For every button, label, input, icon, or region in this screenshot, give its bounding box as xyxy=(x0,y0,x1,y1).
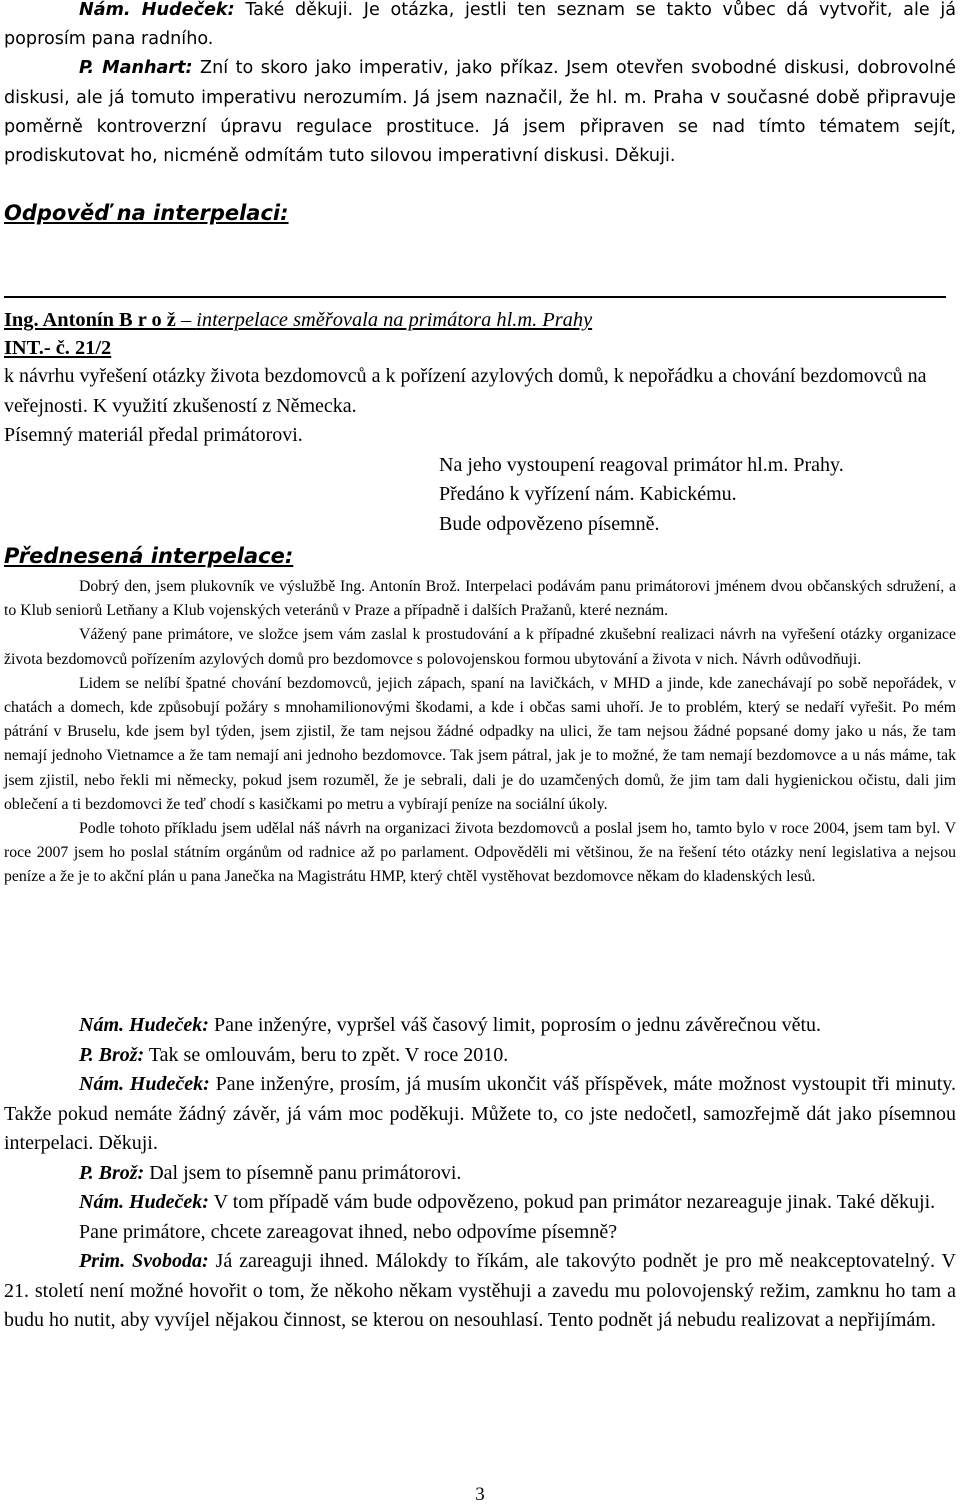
paragraph-manhart: P. Manhart: Zní to skoro jako imperativ, jako příkaz. Jsem otevřen svobodné diskusi, dobrovolné diskusi, ale já tomuto imperativu nerozumím. Já jsem naznačil, že hl. m. Praha v současné době připravuje poměrně kontroverzní úpravu regulace prostituce. Já jsem připraven se nad tímto tématem sejít, prodiskutovat ho, nicméně odmítám tuto silovou imperativní diskusi. Děkuji. xyxy=(4,58,956,167)
interpellation-direction: interpelace směřovala na primátora hl.m. Prahy xyxy=(196,309,593,331)
material-note: Písemný materiál předal primátorovi. xyxy=(4,424,303,446)
page-number: 3 xyxy=(475,1484,485,1505)
interpellation-subject: k návrhu vyřešení otázky života bezdomovců a k pořízení azylových domů, k nepořádku a chování bezdomovců na veřejnosti. K využití zkušeností z Německa. xyxy=(4,365,927,417)
interpellation-number: INT.- č. 21/2 xyxy=(4,337,112,359)
presented-heading: Přednesená interpelace: xyxy=(4,544,294,568)
dialogue-paragraph: P. Brož: Tak se omlouvám, beru to zpět. V roce 2010. xyxy=(79,1043,509,1066)
dialogue-paragraph: Nám. Hudeček: Pane inženýre, vypršel váš časový limit, poprosím o jednu závěrečnou větu. xyxy=(79,1014,822,1036)
response-line-2: Předáno k vyřízení nám. Kabickému. xyxy=(439,483,737,505)
presented-paragraph: Lidem se nelíbí špatné chování bezdomovců, jejich zápach, spaní na lavičkách, v MHD a jinde, kde zanechávají po sobě nepořádek, v chatách a domech, kde způsobují požáry s mnohamilionovými škodami, a kde i občas sami uhoří. Je to problém, který se nedaří vyřešit. Po mém pátrání v Bruselu, kde jsem byl týden, jsem zjistil, že tam nejsou žádné odpadky na ulici, že tam nejsou žádné popsané domy jako u nás, že tam nemají jednoho Vietnamce a že tam nemají ani jednoho bezdomovce. Tak jsem pátral, jak je to možné, že tam nemají bezdomovce a u nás máme, tak jsem zjistil, nebo řekli mi německy, pokud jsem rozuměl, že je sebrali, dali je do uzamčených domů, že jim tam dali hygienickou očistu, dali jim oblečení a ti bezdomovci že teď chodí s kasičkami po metru a vybírají peníze na sociální úkoly. xyxy=(4,674,956,813)
answer-heading: Odpověď na interpelaci: xyxy=(4,201,289,225)
dialogue-paragraph: Prim. Svoboda: Já zareaguji ihned. Málokdy to říkám, ale takovýto podnět je pro mě neakceptovatelný. V 21. století není možné hovořit o tom, že někoho někam vystěhuji a zavedu mu polovojenský režim, zamknu ho tam a budu ho nutit, aby vyvíjel nějakou činnost, se kterou on nesouhlasí. Tento podnět já nebudu realizovat a nepřijímám. xyxy=(4,1250,956,1331)
response-line-1: Na jeho vystoupení reagoval primátor hl.m. Prahy. xyxy=(439,453,844,476)
section-rule xyxy=(4,296,946,298)
presented-text xyxy=(4,575,956,890)
dialogue-block xyxy=(4,1011,956,1336)
top-block xyxy=(4,0,956,171)
document-page xyxy=(4,0,956,1509)
dialogue-paragraph: P. Brož: Dal jsem to písemně panu primátorovi. xyxy=(79,1161,462,1184)
paragraph-hudecek-1: Nám. Hudeček: Také děkuji. Je otázka, jestli ten seznam se takto vůbec dá vytvořit, ale já poprosím pana radního. xyxy=(4,0,956,50)
presented-paragraph: Vážený pane primátore, ve složce jsem vám zaslal k prostudování a k případné zkušební realizaci návrh na vyřešení otázky organizace života bezdomovců pořízením azylových domů pro bezdomovce s polovojenskou formou ubytování a života v nich. Návrh odůvodňuji. xyxy=(4,626,956,668)
presented-paragraph: Podle tohoto příkladu jsem udělal náš návrh na organizaci života bezdomovců a poslal jsem ho, tamto bylo v roce 2004, jsem tam byl. V roce 2007 jsem ho poslal státním orgánům od radnice až po parlament. Odpověděli mi většinou, že na řešení této otázky není legislativa a nejsou peníze a že je to akční plán u pana Janečka na Magistrátu HMP, který chtěl vystěhovat bezdomovce někam do kladenských lesů. xyxy=(4,820,956,886)
presented-paragraph: Dobrý den, jsem plukovník ve výslužbě Ing. Antonín Brož. Interpelaci podávám panu primátorovi jménem dvou občanských sdružení, a to Klub seniorů Letňany a Klub vojenských veteránů v Praze a případně i dalších Pražanů, které neznám. xyxy=(4,578,956,620)
interpellation-block xyxy=(4,306,956,539)
interpellant-name: Ing. Antonín B r o ž xyxy=(4,309,176,331)
interpellant-line: Ing. Antonín B r o ž – interpelace směřovala na primátora hl.m. Prahy xyxy=(4,309,593,331)
dialogue-paragraph: Pane primátore, chcete zareagovat ihned, nebo odpovíme písemně? xyxy=(79,1220,618,1243)
dialogue-paragraph: Nám. Hudeček: Pane inženýre, prosím, já musím ukončit váš příspěvek, máte možnost vystoupit tři minuty. Takže pokud nemáte žádný závěr, já vám moc poděkuji. Můžete to, co jste nedočetl, samozřejmě dát jako písemnou interpelaci. Děkuji. xyxy=(4,1073,956,1154)
response-line-3: Bude odpovězeno písemně. xyxy=(439,512,660,535)
dialogue-paragraph: Nám. Hudeček: V tom případě vám bude odpovězeno, pokud pan primátor nezareaguje jinak. Také děkuji. xyxy=(79,1191,936,1213)
